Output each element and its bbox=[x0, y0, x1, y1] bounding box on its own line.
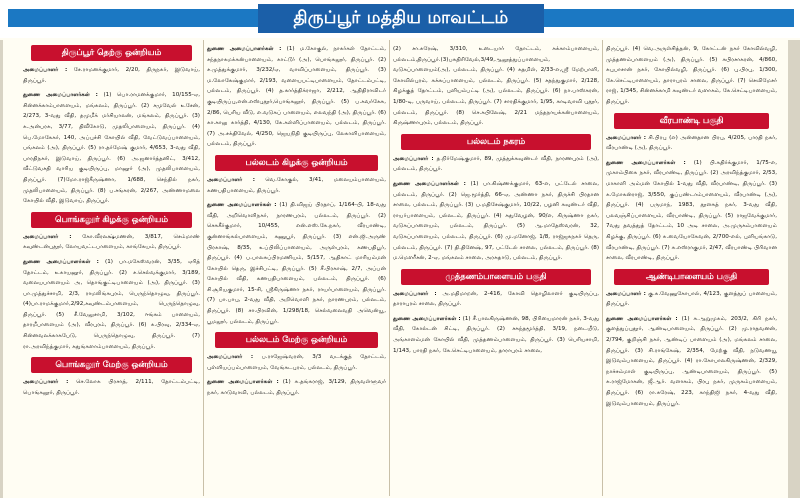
deputy-organizers-entry bbox=[207, 377, 386, 398]
organizer-text: கோ.வீரலக்ஷ்மணன், 3/817, செம்மாண் கவுண்டன்புதூர், லோயவட்டபாளையம், காங்கேயம், திருப்பூர். bbox=[23, 233, 200, 251]
section-heading: வீரபாண்டி பகுதி bbox=[614, 113, 769, 129]
organizer-text: சே.ராமனக்குமார், 2/20, திருநகர், இடுவாய், திருப்பூர். bbox=[23, 67, 200, 84]
deputy-label: துணை அமைப்பாளர்கள் : bbox=[606, 159, 686, 166]
column-2 bbox=[204, 40, 389, 496]
section-heading: பொங்கலூர் மேற்கு ஒன்றியம் bbox=[31, 357, 192, 373]
section-heading: ஆண்டிபாளையம் பகுதி bbox=[614, 269, 769, 285]
organizer-text: கு.க.வேணுகோபால், 4/123, குளத்துப் பாளையம், திருப்பூர். bbox=[606, 290, 777, 308]
right-margin-rail bbox=[788, 40, 800, 498]
section-heading: பல்லடம் நகரம் bbox=[401, 134, 591, 150]
organizer-entry bbox=[606, 289, 777, 310]
deputy-label: துணை அமைப்பாளர்கள் : bbox=[23, 258, 99, 265]
deputy-label: துணை அமைப்பாளர்கள் : bbox=[393, 315, 461, 322]
deputy-organizers-entry bbox=[606, 314, 777, 409]
deputy-text: (1) பா.கிஷ்ணக்குமார், 63-எ, பட்டேல் சாலை, பல்லடம், திருப்பூர். (2) ஜெ.மூர்த்தி, 66-ஏ, அண்ணா நகர், திருச்சி பிரதான சாலை, பல்லடம், திருப்பூர். (3) ப.மதிசேஷ்குமார், 10/22, பழனி கவுண்டர் வீதி, ராயர்பாளையம், பல்லடம், திருப்பூர். (4) சுதுவேழன், 90/எ, கிருஷ்ணா நகர், வடுகப்பாளையம், பல்லடம், திருப்பூர். (5) ஆ.மாதேஸ்வரன், 32, வடுகப்பாளையம், பல்லடம், திருப்பூர். (6) மு.மனோஜ், 1/8, ராஜ்ஜகநகர் தெரு, பல்லடம், திருப்பூர். (7) தி.தினேஷ், 97, பட்டேல் சாலை, பல்லடம், திருப்பூர். (8) ம.மௌரீசன், 2-ஏ, மங்கலம் சாலை, அரசுதாடு, பல்லடம், திருப்பூர். bbox=[393, 180, 600, 262]
organizer-text: அ.மதிமாறன், 2-416, கோவி தொழிலாளர் குடியிருப்பு, தாராபுரம் சாலை, திருப்பூர். bbox=[393, 290, 600, 308]
organizer-label: அமைப்பாளர் : bbox=[207, 176, 255, 183]
header-rule-right bbox=[544, 9, 794, 27]
deputy-text: (1) சு.ஆறுமுகம், 203/2, கிரி நகர், குளத்துப்புதூர், ஆண்டிபாளையம், திருப்பூர். (2) மு.ராதவனன், 2/794, குறிஞ்சி நகர், ஆண்டிப் பாளையம் (அ), மங்கலம் சாலை, திருப்பூர். (3) சி.ராங்கேஷ், 2/354, மேற்கு வீதி, நடுவணயூ இடுவம்பாளையம், திருப்பூர். (4) ரா.கோபாலகிருஷ்ணன், 2/329, நாச்சம்மாள் குடியிருப்பு, ஆண்டிபாளையம், திருப்பூர். (5) சு.ராஜ்மோகன், ஜீ.ஆர். வளாகம், பிரபு நகர், முருகம்பாளையம், திருப்பூர். (6) ரா.சுரேஷ், 223, காந்திஜி நகர், 4-வது வீதி, இடுவம்பாளையம், திருப்பூர். bbox=[606, 315, 777, 407]
organizer-entry bbox=[207, 175, 386, 196]
deputy-organizers-entry bbox=[393, 179, 599, 264]
organizer-entry bbox=[393, 289, 599, 310]
deputy-organizers-continued: (2) சா.சுரேஷ், 3/310, உடையார் தோட்டம், சுக்காம்பாளையம், பல்லடம்,திருப்பூர்.(3)பசுதிரிவேல்,3/49,ஆலூத்துப்பாளையம், வடுகப்பாளையம்(அ), பல்லடம், திருப்பூர். (4) கதமிள், 2/33-எ,ஸ்ரீ மேற்பாளி, கோவில்புரம், கக்கப்பாளையம், பல்லடம், திருப்பூர். (5) சதந்துகுமார், 2/128, கிழக்குத் தோட்டம், புளியம்பட்டி (அ), பல்லடம், திருப்பூர். (6) நா.பாஸ்கரன், 1/80-டி, பருவாய், பல்லடம், திருப்பூர். (7) சாரதிக்குமார், 1/95, காடிவாவி புதூர், பல்லடம், திருப்பூர். (8) செ.கபிலேஷ், 2/21 மந்தநாயக்கன்பாளையம், கிருஷ்ணாபுரம், பல்லடம், திருப்பூர். bbox=[393, 46, 599, 127]
page-header bbox=[0, 0, 800, 38]
deputy-organizers-entry bbox=[207, 200, 386, 327]
district-title-banner: திருப்பூர் மத்திய மாவட்டம் bbox=[258, 4, 544, 33]
organizer-label: அமைப்பாளர் : bbox=[393, 290, 437, 297]
deputy-label: துணை அமைப்பாளர்கள் : bbox=[606, 315, 678, 322]
deputy-text: (1) ம.கோகுல், நாகர்கள் தோட்டம், சந்தநாகமக்கன்பாளையம், காட்டூர் (அ), பொங்கலூர், திருப்பூர். (2) ச.முத்துக்குமார், 3/232/ஏ, வாவிப்பாளையம், திருப்பூர். (3) ம.லோகேஷ்குமார், 2/193, வளையபட்டிபாளையம், தோட்டம்பட்டி, பல்லடம், திருப்பூர். (4) த.கார்த்திக்ராஜா, 2/212, ஆதிதிராவிடர் குடியிருப்பு,என்.எஸ்புதூர்,பொங்கலூர், திருப்பூர். (5) ப.கவர்கேசு, 2/86, பெரிய வீடு, எ.வடுகப் பாளையம், எலவந்தி (அ), திருப்பூர். (6) கா.காலு கார்த்தி, 4/130, கே.கள்ளிப்பாளையம், பல்லடம், திருப்பூர். (7) அ.சக்திவேல், 4/250, ஜெயநிதி குடியிருப்பு, லேகாளிபாளையம், பல்லடம், திருப்பூர். bbox=[207, 46, 387, 148]
header-rule-left bbox=[8, 9, 258, 27]
organizer-text: ப.ராஜேஷ்வரன், 3/3 வடக்குத் தோட்டம், புள்ளியப்பம்பாளையம், வேங்கடபுரம், பல்லடம், திருப்பூர். bbox=[207, 354, 386, 371]
deputy-text: (1) பி.கதிர்க்குமார், 1/75-எ, முகாம்பிகை நகர், வீரபாண்டி, திருப்பூர். (2) அரவிந்த்குமார், 2/53, மாகாளி அம்மன் கோயில் 1-வது வீதி, வீரபாண்டி, திருப்பூர். (3) க.மோகன்ராஜ், 3/550, குப்பண்டாம்பாளையம், வீரபாண்டி (அ), திருப்பூர். (4) பருமாந், 1983, தூளசுத் நகர், 3-வது வீதி, பலவஞ்சிப்பாளையம், வீரபாண்டி, திருப்பூர். (5) ராஜவேக்குமார், 7வது தவத்துத் தோட்டம், 10 அடி சாலை, அ.முருகம்பாளையம் கிழக்கு, திருப்பூர். (6) சு.வையோகேவன், 2/700-எல், புளியங்காடு, வீரபாண்டி, திருப்பூர். (7) சு.எஸ்ராகுமர், 2/47, வீரபாண்டி பிரிவான சாலை, வீரபாண்டி, திருப்பூர். bbox=[606, 159, 778, 262]
deputy-label: துணை அமைப்பாளர்கள் : bbox=[207, 46, 282, 52]
column-4 bbox=[603, 40, 780, 496]
deputy-organizers-entry bbox=[207, 44, 386, 150]
deputy-organizers-entry bbox=[606, 158, 777, 264]
organizer-entry bbox=[207, 352, 386, 373]
organizer-entry bbox=[606, 133, 777, 154]
section-heading: திருப்பூர் தெற்கு ஒன்றியம் bbox=[31, 45, 192, 61]
organizer-label: அமைப்பாளர் : bbox=[207, 354, 254, 361]
organizer-entry bbox=[23, 232, 200, 253]
section-heading: பொங்கலூர் கிழக்கு ஒன்றியம் bbox=[31, 212, 192, 228]
organizer-label: அமைப்பாளர் : bbox=[23, 233, 72, 240]
deputy-label: துணை அமைப்பாளர்கள் : bbox=[207, 202, 277, 209]
organizer-label: அமைப்பாளர் : bbox=[606, 290, 646, 297]
deputy-text: (1) தி.விஜய் பிரதாப், 1/164-பி, 18-வது வீதி, அறிவொளிநகர், நாரணபுரம், பல்லடம், திருப்பூர். (2) செசுகீர்குமார், 10/455, என்.எஸ்.கே.நகர், வீரபாண்டி, குன்னாங்கல்பாளையம், கணுபூர், திருப்பூர். (3) என்.ஜி.அருண் பிரகாஷ், 8/35, உப்பிலிப்பாளையம், அருள்புரம், கணபதிபூர், திருப்பூர். (4) ப.பாலசுப்பிரமணியம், 5/157, ஆதிகாட் மாரியம்மன் கோயில் தெரு, இச்சிபட்டி, திருப்பூர். (5) சீ.பிரகாஷ், 2/7, அப்பன் கோயில் வீதி, கணபதிபாளையம், பல்லடம், திருப்பூர். (6) சி.சூரியகுமார், 15-சி, ஸ்ரீகிருஷ்ணா நகர், ராயர்பாளையம், திருப்பூர். (7) பா.பாபு, 2-வது வீதி, அறிவொளி நகர், நாரணபுரம், பல்லடம், திருப்பூர். (8) சா.பிரவின், 1/298/18, செல்வலைவதி அவென்யூ, பூமலூர், பல்லடம், திருப்பூர். bbox=[207, 202, 386, 325]
organizer-text: சி.பிரபு (எ) அன்னதான பிரபு, 4/205, பாரதி நகர், வீரபாண்டி (அ), திருப்பூர். bbox=[606, 134, 777, 152]
organizer-text: த.நிர்மேஷ்குமார், 89, முத்துக்கவுண்டர் வீதி, நாரணபுரம் (அ), பல்லடம், திருப்பூர். bbox=[393, 155, 600, 173]
deputy-label: துணை அமைப்பாளர்கள் : bbox=[207, 379, 279, 386]
organizer-text: செ.லோக பிரசாத், 2/111, தோட்டம்பட்டி, பொங்கலூர், திருப்பூர். bbox=[23, 379, 200, 396]
organizer-label: அமைப்பாளர் : bbox=[23, 67, 68, 73]
organizer-label: அமைப்பாளர் : bbox=[606, 134, 647, 141]
column-1 bbox=[20, 40, 203, 496]
deputy-organizers-entry bbox=[393, 314, 599, 356]
organizer-entry bbox=[23, 65, 200, 86]
deputy-text: (1) சு.தங்கராஜ், 3/129, திருவள்ளுவர் நகர், காடுவாவி, பல்லடம், திருப்பூர். bbox=[207, 379, 387, 397]
deputy-organizers-continued: திருப்பூர். (4) வெ.அருள்சித்தன், 9, கோட்டன் நகர் கோவில்வழி, முத்தணம்பாளையம் (அ), திருப்பூர். (5) சுபிரசாகரன், 4/860, சுபுபாசான் நகர், கோயில்வழி, திருப்பூர். (6) பு.பிரபு, 1/300, கே.செட்டிபாளையம், தாராபுரம் சாலை, திருப்பூர். (7) செவிமேசர் ராஜ், 1/345, சின்னக்காமி கவுண்டர் வளாகம், கே.செட்டிபாளையம், திருப்பூர். bbox=[606, 46, 777, 105]
column-3 bbox=[390, 40, 602, 496]
deputy-label: துணை அமைப்பாளர்கள் : bbox=[23, 92, 98, 99]
organizer-label: அமைப்பாளர் : bbox=[393, 155, 434, 162]
deputy-label: துணை அமைப்பாளர்கள் : bbox=[393, 180, 466, 187]
deputy-text: (1) சீ.பாலகிருஷ்ணன், 98, பிரியைமாரன் நகர், 3-வது வீதி, கோல்டன் சிட்டி, திருப்பூர். (2) சசுந்தமூர்த்தி, 3/19, நடையீடு, அங்காளம்மன் கோயில் வீதி, முத்தணம்பாளையம், திருப்பூர். (3) பெரியசாமி, 1/143, பாரதி நகர், கே.செட்டிபாளையம், தாராபுரம் சாலை, bbox=[393, 315, 599, 354]
deputy-text: (1) பொ.ராமனக்குமார், 10/155-ஏ, சின்னக்காம்பாளையம், மங்கலம், திருப்பூர். (2) சமுவேல் உசேன், 2/273, 3-வது வீதி, தமுமீக் மர்சியாலன், மங்கலம், திருப்பூர். (3) க.அன்பரசு, 3/77, திவீகோடு, முதலிபாளையம், திருப்பூர். (4) பெ.மோகேகர், 140, அப்புச்சி கோயில் வீதி, வேட்டுவப்பாளையம், பங்கலம் (அ), திருப்பூர். (5) ரா.தர்மேஷ் குமார், 4/653, 3-வது வீதி, பாரதிநகர், இடுவாய், திருப்பூர். (6) அ.ஜனார்த்தனிட், 3/412, வீட்டுவசதி வாரிய குடியிருப்பு, மானூர் (அ), முதலிபாளையம், திருப்பூர். (7)மோ.ராஜ்கீருஷ்ணா, 1/688, செந்தில் நகர், முதலிபாளையம், திருப்பூர். (8) ப.சங்கரன், 2/267, அண்ணாமலை கோயில் வீதி, இடுவாய், திருப்பூர். bbox=[23, 92, 200, 205]
organizer-entry bbox=[23, 377, 200, 398]
section-heading: முத்தணம்பாளையம் பகுதி bbox=[401, 269, 591, 285]
organizer-entry bbox=[393, 154, 599, 175]
left-margin-rail bbox=[0, 40, 3, 498]
section-heading: பல்லடம் மேற்கு ஒன்றியம் bbox=[215, 332, 378, 348]
deputy-text: (1) பா.மகேஸ்வரன், 3/35, ஏரித் தோட்டம், உகாயனூர், திருப்பூர். (2) ச.செல்வக்குமார், 3/189, வலையபாளையம் அ, தொங்குட்டிபாளையம் (அ), திருப்பூர். (3) பா.முத்துச்சாமி, 2/3, ராமலிங்கபுரம், பெருந்தொழுவு, திருப்பூர்.(4)பா.ராமக்குமார்,2/92,கவுண்டம்பாளையம், பெருந்தொழுவு, திருப்பூர். (5) சீ.வேலுசாமி, 3/102, ஈங்கம் பாளையம், தாரமீபாளையம் (அ), வீரபுரம், திருப்பூர். (6) க.பிரவு, 2/334-ஏ, சின்னவலக்காகபேடு, பெருந்தொழுவு, திருப்பூர். (7) ரா.அரவிந்த்குமார், கதுங்களாம்பாளையம், திருப்பூர். bbox=[23, 258, 200, 350]
organizer-text: வெ.கோகுல், 3/41, மலையம்பாளையம், கணபதிபாளையம், திருப்பூர். bbox=[207, 176, 386, 194]
organizer-label: அமைப்பாளர் : bbox=[23, 379, 69, 386]
section-heading: பல்லடம் கிழக்கு ஒன்றியம் bbox=[215, 155, 378, 171]
deputy-organizers-entry bbox=[23, 90, 200, 207]
deputy-organizers-entry bbox=[23, 257, 200, 352]
